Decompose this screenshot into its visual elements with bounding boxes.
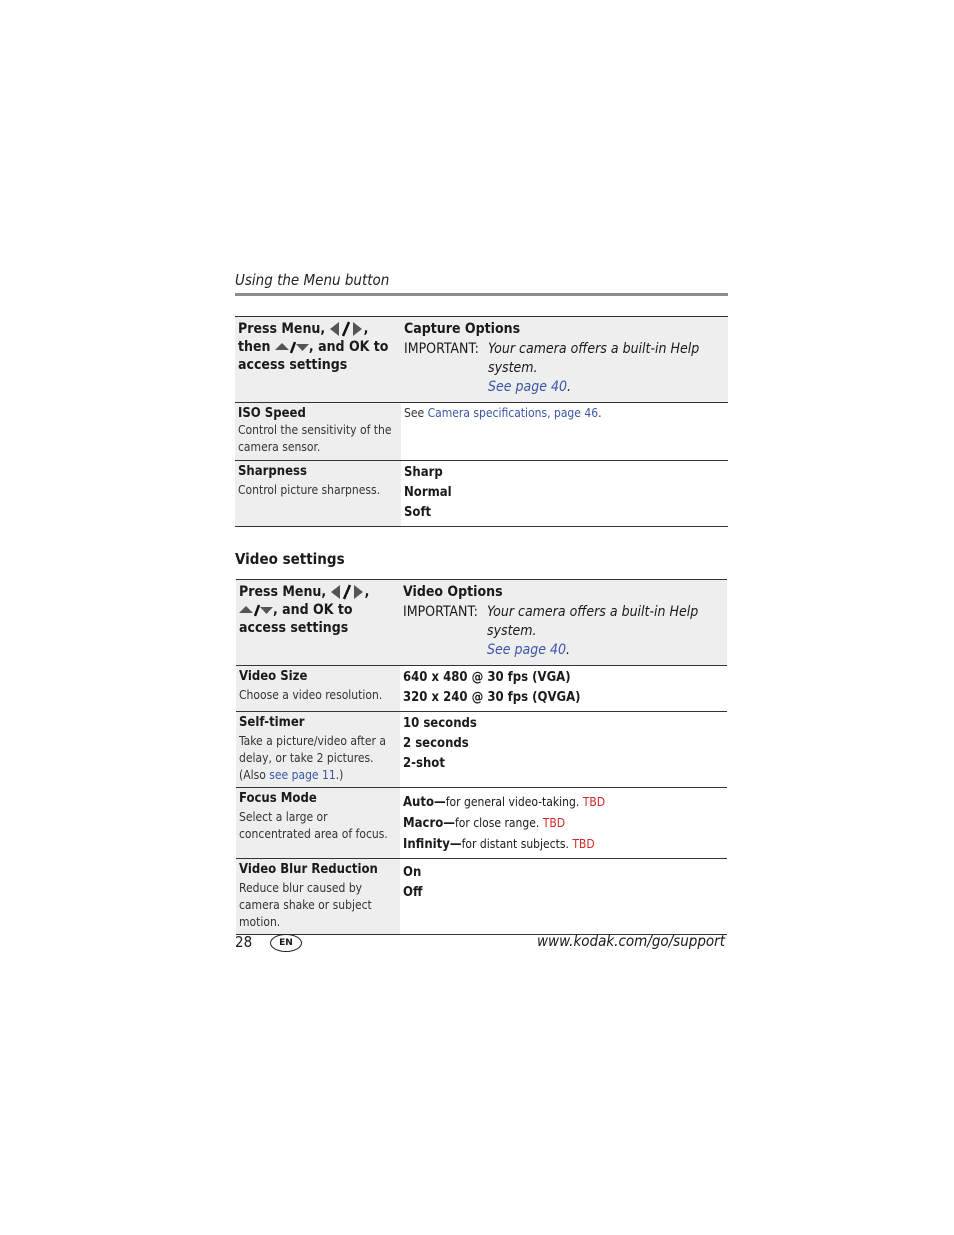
setting-name: Video Blur Reduction bbox=[239, 862, 378, 877]
up-down-arrows-icon bbox=[275, 340, 309, 354]
support-url[interactable]: www.kodak.com/go/support bbox=[537, 932, 725, 950]
page-number: 28 bbox=[235, 933, 253, 951]
running-header: Using the Menu button bbox=[235, 271, 390, 289]
setting-name: Sharpness bbox=[238, 464, 307, 479]
header-options bbox=[401, 317, 728, 403]
important-note: IMPORTANT: Your camera offers a built-in Help system. See page 40. bbox=[404, 341, 700, 395]
option-value: Off bbox=[403, 885, 423, 900]
see-text: See bbox=[404, 406, 425, 420]
ok-access-text: , and OK to access settings bbox=[239, 602, 353, 636]
table-header-row bbox=[236, 580, 727, 666]
option-value: 10 seconds bbox=[403, 716, 477, 731]
option-line: Auto—for general video-taking. TBD bbox=[403, 795, 606, 810]
header-rule bbox=[235, 293, 728, 296]
important-label: IMPORTANT: bbox=[403, 604, 478, 620]
see-page-11-link[interactable]: see page 11 bbox=[269, 768, 336, 782]
table-row bbox=[236, 788, 727, 859]
see-page-40-link[interactable]: See page 40 bbox=[487, 642, 566, 658]
setting-description: Control picture sharpness. bbox=[238, 483, 381, 497]
video-settings-table bbox=[236, 579, 727, 935]
table-row: ISO Speed Control the sensitivity of the camera sensor. See Camera specifications, page 46. bbox=[235, 403, 728, 461]
important-label: IMPORTANT: bbox=[404, 341, 479, 357]
option-value: 2 seconds bbox=[403, 736, 469, 751]
option-value: Normal bbox=[404, 485, 452, 500]
press-menu-text: Press Menu, bbox=[238, 321, 326, 337]
table-header-row bbox=[235, 317, 728, 403]
setting-description: Control the sensitivity of the camera sensor. bbox=[238, 423, 392, 454]
tbd-marker: TBD bbox=[572, 837, 595, 851]
video-options-title: Video Options bbox=[403, 584, 503, 600]
setting-description: Take a picture/video after a delay, or take 2 pictures. (Also bbox=[239, 734, 386, 782]
option-line: Infinity—for distant subjects. TBD bbox=[403, 837, 595, 852]
table-row bbox=[235, 461, 728, 527]
tbd-marker: TBD bbox=[542, 816, 566, 830]
see-page-40-link[interactable]: See page 40 bbox=[488, 379, 567, 395]
option-value: 320 x 240 @ 30 fps (QVGA) bbox=[403, 690, 581, 705]
header-options bbox=[400, 580, 727, 666]
header-instructions bbox=[235, 317, 401, 403]
table-row bbox=[236, 666, 727, 712]
up-down-arrows-icon bbox=[239, 603, 273, 617]
left-right-arrows-icon bbox=[331, 584, 365, 600]
setting-name: Focus Mode bbox=[239, 791, 317, 806]
ok-access-text: , and OK to access settings bbox=[238, 339, 389, 373]
comma-text: , bbox=[364, 584, 370, 600]
setting-description: Reduce blur caused by camera shake or subject motion. bbox=[239, 881, 372, 929]
left-right-arrows-icon bbox=[330, 321, 364, 337]
option-line: Macro—for close range. TBD bbox=[403, 816, 566, 831]
setting-description: Choose a video resolution. bbox=[239, 688, 383, 702]
desc-end: .) bbox=[335, 768, 344, 782]
option-value: 640 x 480 @ 30 fps (VGA) bbox=[403, 670, 571, 685]
header-instructions bbox=[236, 580, 400, 666]
setting-name: Video Size bbox=[239, 669, 308, 684]
table-row bbox=[236, 859, 727, 935]
capture-options-title: Capture Options bbox=[404, 321, 521, 337]
important-text: Your camera offers a built-in Help system. bbox=[488, 341, 700, 376]
option-value: Soft bbox=[404, 505, 432, 520]
setting-name: ISO Speed bbox=[238, 406, 306, 421]
option-value: 2-shot bbox=[403, 756, 445, 771]
camera-specs-link[interactable]: Camera specifications, page 46 bbox=[427, 406, 599, 420]
table-row bbox=[236, 712, 727, 788]
important-text: Your camera offers a built-in Help system. bbox=[487, 604, 699, 639]
capture-settings-table bbox=[235, 316, 728, 527]
option-value: Sharp bbox=[404, 465, 443, 480]
option-value: On bbox=[403, 865, 422, 880]
language-badge: EN bbox=[270, 934, 302, 952]
then-text: , then bbox=[238, 321, 369, 355]
important-note: IMPORTANT: Your camera offers a built-in Help system. See page 40. bbox=[403, 604, 699, 658]
setting-name: Self-timer bbox=[239, 715, 305, 730]
setting-description: Select a large or concentrated area of focus. bbox=[239, 810, 388, 841]
tbd-marker: TBD bbox=[582, 795, 606, 809]
press-menu-text: Press Menu, bbox=[239, 584, 327, 600]
video-settings-heading: Video settings bbox=[235, 550, 345, 568]
